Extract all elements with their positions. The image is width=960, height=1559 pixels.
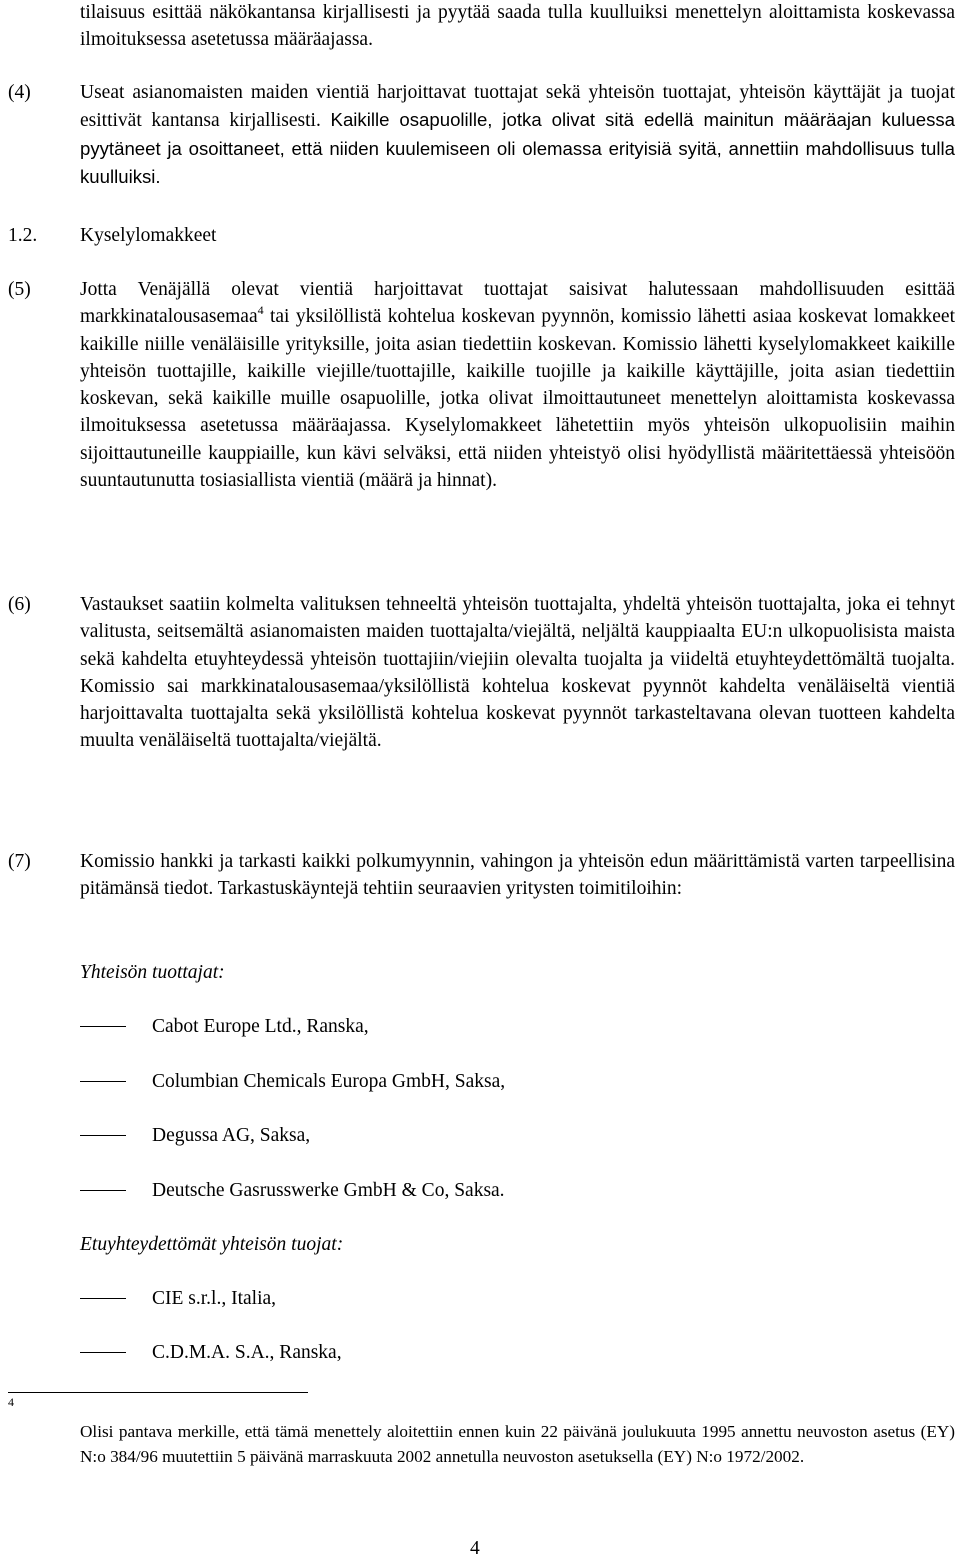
footnote-ref[interactable]: 4	[257, 303, 264, 318]
paragraph-5-text-b: tai yksilöllistä kohtelua koskevan pyynnön, komissio lähetti asiaa koskevat lomakkeet kaikille niille venäläisille yrityksille, joita asian tiedettiin koskevan. Komissio lähetti kyselylomakkeet kaikille yhteisön tuottajille, kaikille viejille/tuottajille, kaikille tuojille ja kaikille käyttäjille, joita asian tiedettiin koskevan, sekä kaikille muille osapuolille, jotka olivat ilmoittautuneet menettelyn aloittamista koskevassa ilmoituksessa asetetussa määräajassa. Kyselylomakkeet lähetettiin myös yhteisön ulkopuolisiin maihin sijoittautuneille kauppiaille, kun kävi selväksi, että niiden yhteistyö olisi hyödyllistä määritettäessä yhteisöön suuntautunutta tosiasiallista vientiä (määrä ja hinnat).	[80, 306, 955, 492]
dash-bullet	[80, 1026, 126, 1027]
page-number: 4	[470, 1538, 480, 1559]
footnote-separator	[8, 1392, 308, 1393]
footnote-number: 4	[8, 1395, 14, 1409]
producers-heading: Yhteisön tuottajat:	[80, 962, 225, 983]
paragraph-6	[8, 591, 955, 755]
list-item	[80, 1013, 369, 1040]
dash-bullet	[80, 1081, 126, 1082]
dash-bullet	[80, 1298, 126, 1299]
list-item	[80, 1339, 342, 1366]
paragraph-5-text	[80, 276, 955, 494]
intro-text: tilaisuus esittää näkökantansa kirjallisesti ja pyytää saada tulla kuulluiksi menettelyn aloittamista koskevassa ilmoituksessa asetetussa määräajassa.	[80, 2, 955, 51]
paragraph-number: (4)	[8, 82, 31, 103]
paragraph-4	[8, 79, 955, 191]
paragraph-7-text: Komissio hankki ja tarkasti kaikki polkumyynnin, vahingon ja yhteisön edun määrittämistä varten tarpeellisina pitämänsä tiedot. Tarkastuskäyntejä tehtiin seuraavien yritysten toimitiloihin:	[80, 851, 955, 900]
paragraph-4-text-sans: Kaikille osapuolille, jotka olivat sitä edellä mainitun määräajan kuluessa pyytäneet ja osoittaneet, että niiden kuulemiseen oli olemassa erityisiä syitä, annettiin mahdollisuus tulla kuulluiksi.	[80, 109, 956, 187]
section-heading	[8, 222, 216, 249]
paragraph-number: (5)	[8, 279, 31, 300]
list-item	[80, 1177, 505, 1204]
footnote-text: Olisi pantava merkille, että tämä menettely aloitettiin ennen kuin 22 päivänä joulukuuta 1995 annettu neuvoston asetus (EY) N:o 384/96 muutettiin 5 päivänä marraskuuta 2002 annetulla neuvoston asetuksella (EY) N:o 1972/2002.	[80, 1422, 955, 1466]
paragraph-6-text: Vastaukset saatiin kolmelta valituksen tehneeltä yhteisön tuottajalta, yhdeltä yhteisön tuottajalta, joka ei tehnyt valitusta, seitsemältä asianomaisten maiden tuottajalta/viejältä, neljältä kauppiaalta EU:n ulkopuolisista maista sekä kahdelta etuyhteydessä yhteisön tuottajiin/viejiin olevalta tuojalta ja viideltä etuyhteydettömältä tuojalta. Komissio sai markkinatalousasemaa/yksilöllistä kohtelua koskevat pyynnöt kahdelta venäläiseltä vientiä harjoittavalta tuottajalta sekä yksilöllistä kohtelua koskevat pyynnöt tarkasteltavana olevan tuotteen kahdelta muulta venäläiseltä tuottajalta/viejältä.	[80, 594, 955, 752]
list-item-text: Columbian Chemicals Europa GmbH, Saksa,	[152, 1071, 506, 1092]
paragraph-number: (6)	[8, 594, 31, 615]
list-item-text: C.D.M.A. S.A., Ranska,	[152, 1342, 342, 1363]
list-item	[80, 1068, 505, 1095]
paragraph-5	[8, 276, 955, 494]
importers-heading: Etuyhteydettömät yhteisön tuojat:	[80, 1234, 344, 1255]
paragraph-5-text-a: Jotta Venäjällä olevat vientiä harjoittavat tuottajat saisivat halutessaan mahdollisuuden esittää markkinatalousasemaa	[80, 279, 955, 328]
dash-bullet	[80, 1190, 126, 1191]
paragraph-4-text-serif: Useat asianomaisten maiden vientiä harjoittavat tuottajat sekä yhteisön tuottajat, yhteisön käyttäjät ja tuojat esittivät kantansa kirjallisesti.	[80, 82, 955, 132]
paragraph-7	[8, 848, 955, 903]
intro-paragraph	[8, 0, 955, 54]
paragraph-number: (7)	[8, 851, 31, 872]
list-item-text: Cabot Europe Ltd., Ranska,	[152, 1016, 369, 1037]
dash-bullet	[80, 1352, 126, 1353]
list-item	[80, 1285, 276, 1312]
list-item-text: Degussa AG, Saksa,	[152, 1125, 311, 1146]
footnote	[8, 1395, 955, 1469]
section-title: Kyselylomakkeet	[80, 225, 217, 246]
section-number: 1.2.	[8, 225, 38, 246]
dash-bullet	[80, 1135, 126, 1136]
list-item-text: Deutsche Gasrusswerke GmbH & Co, Saksa.	[152, 1180, 505, 1201]
list-item	[80, 1122, 310, 1149]
list-item-text: CIE s.r.l., Italia,	[152, 1288, 277, 1309]
paragraph-4-text	[80, 79, 955, 191]
